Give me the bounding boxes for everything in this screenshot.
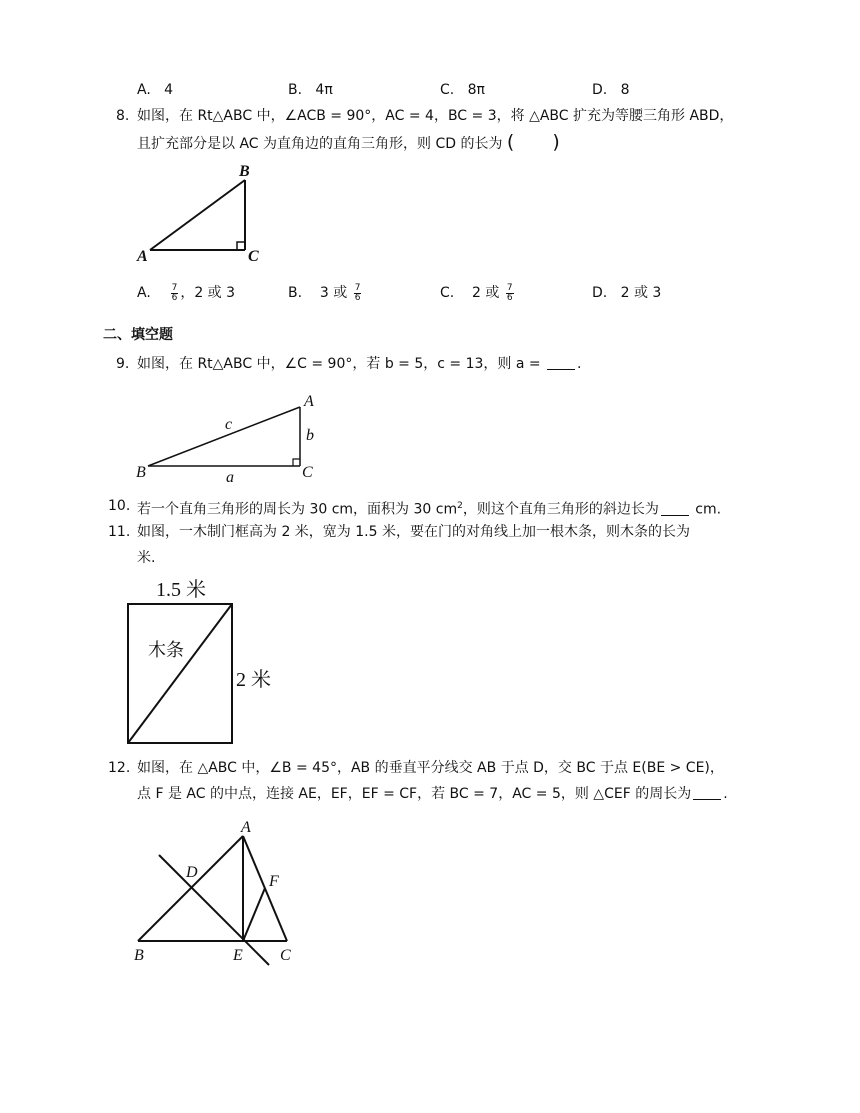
option-letter: A. — [137, 285, 151, 301]
vertex-label-d: D — [186, 864, 198, 881]
q10-line — [137, 496, 721, 520]
q11-line1: 如图，一木制门框高为 2 米，宽为 1.5 米，要在门的对角线上加一根木条，则木条的长为 — [137, 524, 690, 540]
side-label-a: a — [226, 469, 234, 486]
width-label: 1.5 米 — [156, 579, 206, 601]
frac-num: 7 — [506, 282, 513, 293]
q7-option-a — [137, 80, 173, 100]
vertex-label-c: C — [248, 248, 259, 265]
q7-option-b — [288, 80, 333, 100]
q9-number: 9. — [116, 356, 130, 372]
option-text: 4 — [164, 82, 174, 98]
vertex-label-b: B — [239, 163, 250, 180]
option-text: 4π — [315, 82, 333, 98]
option-text: 8 — [620, 82, 630, 98]
q9-end: . — [577, 356, 582, 372]
option-text: 8π — [467, 82, 485, 98]
q8-option-d — [592, 283, 661, 303]
answer-blank[interactable] — [547, 355, 575, 370]
fraction — [354, 284, 362, 303]
frac-den: 6 — [506, 292, 513, 303]
side-label-b: b — [306, 427, 314, 444]
q8-line2 — [137, 132, 560, 154]
q8-line1: 如图，在 Rt△ABC 中，∠ACB = 90°，AC = 4，BC = 3，将 △ABC 扩充为等腰三角形 ABD， — [137, 108, 734, 124]
q7-option-d — [592, 80, 630, 100]
option-letter: A. — [137, 82, 151, 98]
q8-number: 8. — [116, 108, 130, 124]
q12-line2-text: 点 F 是 AC 的中点，连接 AE，EF，EF = CF，若 BC = 7，AC = 5，则 △CEF 的周长为 — [137, 786, 692, 802]
option-letter: B. — [288, 285, 303, 301]
q10-number: 10. — [108, 498, 131, 514]
fraction — [506, 284, 514, 303]
answer-blank[interactable] — [661, 501, 689, 516]
q12-end: . — [723, 786, 728, 802]
vertex-label-c: C — [280, 947, 291, 964]
vertex-label-a: A — [137, 248, 148, 265]
option-letter: C. — [440, 285, 455, 301]
side-label-c: c — [225, 416, 233, 433]
q11-number: 11. — [108, 524, 131, 540]
vertex-label-c: C — [302, 464, 313, 481]
q8-figure — [130, 160, 270, 270]
q12-figure — [125, 815, 305, 975]
option-letter: C. — [440, 82, 455, 98]
fraction — [171, 284, 179, 303]
bar-label: 木条 — [148, 640, 184, 660]
option-letter: D. — [592, 82, 608, 98]
frac-den: 6 — [171, 292, 178, 303]
q8-line2-text: 且扩充部分是以 AC 为直角边的直角三角形，则 CD 的长为 — [137, 136, 503, 152]
option-text: 2 或 — [472, 285, 500, 301]
vertex-label-e: E — [233, 947, 243, 964]
q9-text: 如图，在 Rt△ABC 中，∠C = 90°，若 b = 5，c = 13，则 a = — [137, 356, 541, 372]
frac-num: 7 — [171, 282, 178, 293]
vertex-label-b: B — [136, 464, 146, 481]
option-text: 2 或 3 — [620, 285, 662, 301]
q9-figure — [130, 388, 330, 488]
superscript: 2 — [457, 501, 463, 511]
frac-num: 7 — [354, 282, 361, 293]
answer-blank[interactable] — [693, 785, 721, 800]
height-label: 2 米 — [236, 669, 271, 691]
vertex-label-f: F — [269, 873, 279, 890]
q11-line2: 米. — [137, 550, 156, 566]
vertex-label-a: A — [241, 819, 251, 836]
q12-number: 12. — [108, 760, 131, 776]
option-text: 3 或 — [319, 285, 348, 301]
option-text: ，2 或 3 — [180, 285, 236, 301]
q8-option-b — [288, 283, 363, 303]
q12-line2 — [137, 784, 728, 804]
answer-paren: ( ) — [506, 131, 560, 153]
q10-text: 若一个直角三角形的周长为 30 cm，面积为 30 cm — [137, 501, 458, 518]
vertex-label-b: B — [134, 947, 144, 964]
q7-option-c — [440, 80, 485, 100]
vertex-label-a: A — [304, 393, 314, 410]
q10-unit: cm. — [695, 501, 722, 518]
q10-text-after: ，则这个直角三角形的斜边长为 — [462, 501, 659, 518]
frac-den: 6 — [354, 292, 361, 303]
q8-option-a — [137, 283, 235, 303]
q12-line1: 如图，在 △ABC 中，∠B = 45°，AB 的垂直平分线交 AB 于点 D，交 BC 于点 E(BE > CE)， — [137, 760, 724, 776]
q8-option-c — [440, 283, 516, 303]
q11-figure — [120, 572, 290, 752]
q9-line — [137, 354, 582, 374]
option-letter: B. — [288, 82, 303, 98]
option-letter: D. — [592, 285, 608, 301]
section-title: 二、填空题 — [103, 327, 173, 343]
